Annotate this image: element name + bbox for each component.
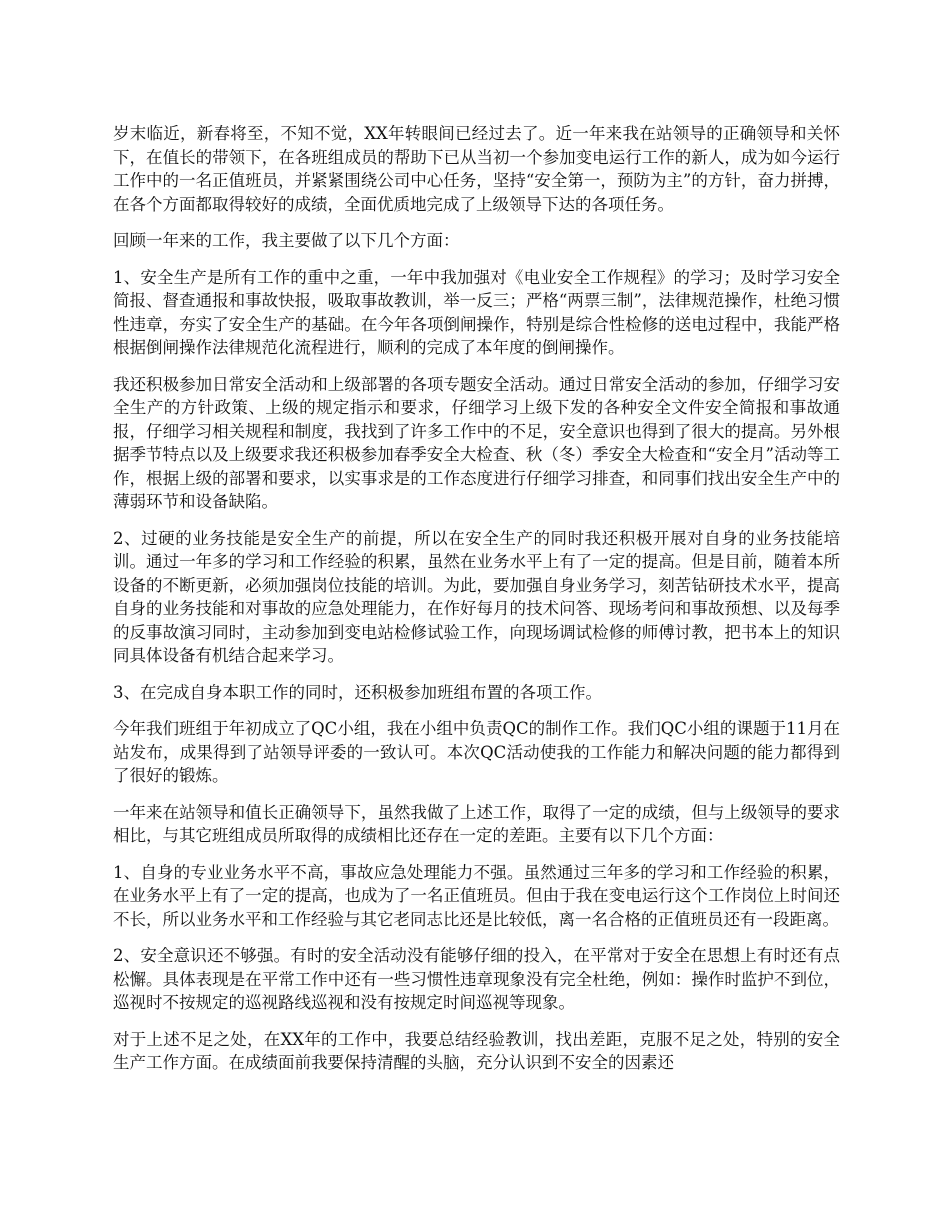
paragraph-shortcoming-awareness: 2、安全意识还不够强。有时的安全活动没有能够仔细的投入，在平常对于安全在思想上有时还有点松懈。具体表现是在平常工作中还有一些习惯性违章现象没有完全杜绝，例如：操作时监护不到位，巡视时不按规定的巡视路线巡视和没有按规定时间巡视等现象。 <box>113 946 840 1012</box>
paragraph-plan: 对于上述不足之处，在XX年的工作中，我要总结经验教训，找出差距，克服不足之处，特别的安全生产工作方面。在成绩面前我要保持清醒的头脑，充分认识到不安全的因素还 <box>113 1029 840 1072</box>
paragraph-intro: 岁末临近，新春将至，不知不觉，XX年转眼间已经过去了。近一年来我在站领导的正确领导和关怀下，在值长的带领下，在各班组成员的帮助下已从当初一个参加变电运行工作的新人，成为如今运行工作中的一名正值班员，并紧紧围绕公司中心任务，坚持“安全第一，预防为主”的方针，奋力拼搏，在各个方面都取得较好的成绩，全面优质地完成了上级领导下达的各项任务。 <box>113 124 840 214</box>
paragraph-shortcoming-skill: 1、自身的专业业务水平不高，事故应急处理能力不强。虽然通过三年多的学习和工作经验的积累，在业务水平上有了一定的提高，也成为了一名正值班员。但由于我在变电运行这个工作岗位上时间还不长，所以业务水平和工作经验与其它老同志比还是比较低，离一名合格的正值班员还有一段距离。 <box>113 862 840 929</box>
paragraph-team-work: 3、在完成自身本职工作的同时，还积极参加班组布置的各项工作。 <box>113 682 602 702</box>
paragraph-qc-group: 今年我们班组于年初成立了QC小组，我在小组中负责QC的制作工作。我们QC小组的课题于11月在站发布，成果得到了站领导评委的一致认可。本次QC活动使我的工作能力和解决问题的能力都得到了很好的锻炼。 <box>113 719 840 785</box>
paragraph-review-heading: 回顾一年来的工作，我主要做了以下几个方面： <box>113 231 460 250</box>
paragraph-shortcomings-intro: 一年来在站领导和值长正确领导下，虽然我做了上述工作，取得了一定的成绩，但与上级领导的要求相比，与其它班组成员所取得的成绩相比还存在一定的差距。主要有以下几个方面： <box>113 802 840 845</box>
paragraph-safety-activities: 我还积极参加日常安全活动和上级部署的各项专题安全活动。通过日常安全活动的参加，仔细学习安全生产的方针政策、上级的规定指示和要求，仔细学习上级下发的各种安全文件安全简报和事故通报，仔细学习相关规程和制度，我找到了许多工作中的不足，安全意识也得到了很大的提高。另外根据季节特点以及上级要求我还积极参加春季安全大检查、秋（冬）季安全大检查和“安全月”活动等工作，根据上级的部署和要求，以实事求是的工作态度进行仔细学习排查，和同事们找出安全生产中的薄弱环节和设备缺陷。 <box>113 374 840 511</box>
document-body <box>113 122 840 1088</box>
paragraph-skill-training: 2、过硬的业务技能是安全生产的前提，所以在安全生产的同时我还积极开展对自身的业务技能培训。通过一年多的学习和工作经验的积累，虽然在业务水平上有了一定的提高。但是目前，随着本所设备的不断更新，必须加强岗位技能的培训。为此，要加强自身业务学习，刻苦钻研技术水平，提高自身的业务技能和对事故的应急处理能力，在作好每月的技术问答、现场考问和事故预想、以及每季的反事故演习同时，主动参加到变电站检修试验工作，向现场调试检修的师傅讨教，把书本上的知识同具体设备有机结合起来学习。 <box>113 528 840 665</box>
paragraph-safety-production: 1、安全生产是所有工作的重中之重，一年中我加强对《电业安全工作规程》的学习；及时学习安全简报、督查通报和事故快报，吸取事故教训，举一反三；严格“两票三制”，法律规范操作，杜绝习惯性违章，夯实了安全生产的基础。在今年各项倒闸操作，特别是综合性检修的送电过程中，我能严格根据倒闸操作法律规范化流程进行，顺利的完成了本年度的倒闸操作。 <box>113 267 840 357</box>
